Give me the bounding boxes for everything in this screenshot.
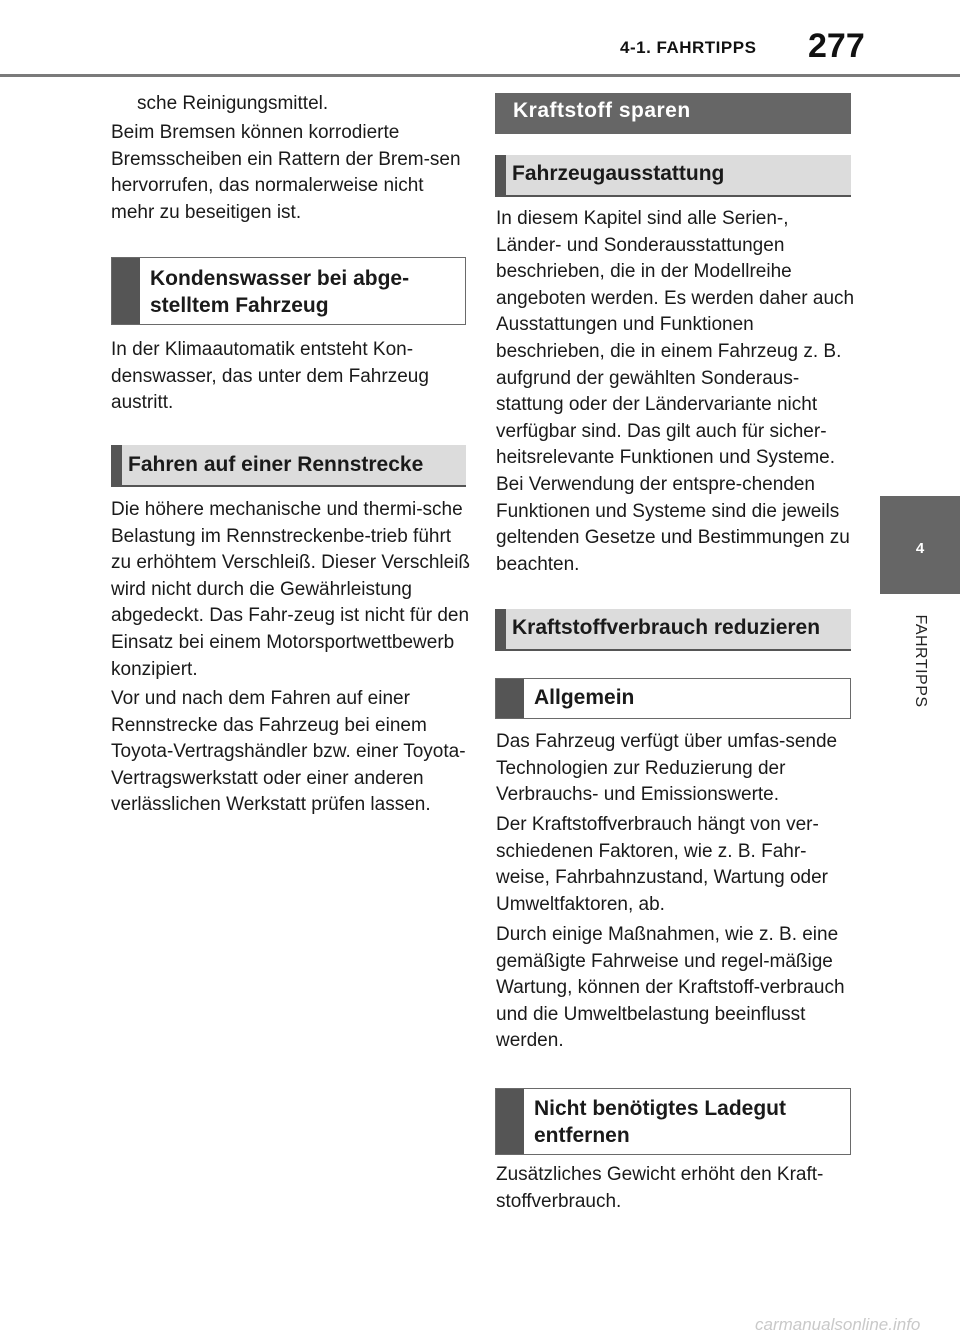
heading-general-text: Allgemein (534, 686, 635, 709)
heading-marker (496, 1089, 524, 1154)
paragraph-cargo: Zusätzliches Gewicht erhöht den Kraft-stoffverbrauch. (496, 1164, 824, 1212)
chapter-tab[interactable] (880, 496, 960, 594)
heading-cargo-line2: entfernen (534, 1124, 630, 1147)
heading-equipment (495, 155, 851, 197)
heading-cargo-line1: Nicht benötigtes Ladegut (534, 1097, 786, 1120)
heading-condensate (111, 257, 466, 325)
heading-cargo (495, 1088, 851, 1155)
heading-general (495, 678, 851, 719)
paragraph-racetrack-wear: Die höhere mechanische und thermi-sche Belastung im Rennstreckenbe-trieb führt zu erhöhtem Verschleiß. Dieser Verschleiß wird nicht durch die Gewährleistung abgedeckt. Das Fahr-zeug ist nicht für den Einsatz bei einem Motorsportwettbewerb konzipiert. (111, 499, 471, 680)
heading-marker (112, 258, 140, 324)
heading-marker (496, 679, 524, 718)
heading-condensate-line1: Kondenswasser bei abge- (150, 267, 410, 290)
paragraph-racetrack-inspection: Vor und nach dem Fahren auf einer Rennstrecke das Fahrzeug bei einem Toyota-Vertragshändler bzw. einer Toyota-Vertragswerkstatt oder einer anderen verlässlichen Werkstatt prüfen lassen. (111, 688, 466, 816)
chapter-title: 4-1. FAHRTIPPS (620, 38, 757, 57)
heading-racetrack (111, 445, 466, 487)
paragraph-condensate: In der Klimaautomatik entsteht Kon-denswasser, das unter dem Fahrzeug austritt. (111, 339, 429, 414)
heading-reduce-consumption (495, 609, 851, 651)
chapter-tab-label (906, 604, 934, 724)
heading-reduce-consumption-text: Kraftstoffverbrauch reduzieren (512, 616, 821, 639)
heading-marker (495, 155, 506, 195)
heading-equipment-text: Fahrzeugausstattung (512, 162, 725, 185)
watermark: carmanualsonline.info (755, 1315, 921, 1334)
header-divider (0, 74, 960, 77)
heading-marker (495, 609, 506, 649)
heading-condensate-line2: stelltem Fahrzeug (150, 294, 329, 317)
paragraph-equipment: In diesem Kapitel sind alle Serien-, Länder- und Sonderausstattungen beschrieben, die in der Modellreihe angeboten werden. Es werden daher auch Ausstattungen und Funktionen beschrieben, die in einem Fahrzeug z. B. aufgrund der gewählten Sonderaus-stattung oder der Ländervariante nicht verfügbar sind. Das gilt auch für sicher-heitsrelevante Funktionen und Systeme. Bei Verwendung der entspre-chenden Funktionen und Systeme sind die jeweils geltenden Gesetze und Bestimmungen zu beachten. (496, 208, 855, 575)
section-title-fuel-saving-text: Kraftstoff sparen (513, 99, 691, 122)
page-number: 277 (808, 27, 865, 65)
chapter-tab-number: 4 (915, 540, 925, 557)
paragraph-general-factors: Der Kraftstoffverbrauch hängt von ver-schiedenen Faktoren, wie z. B. Fahr-weise, Fahrbahnzustand, Wartung oder Umweltfaktoren, ab. (496, 814, 828, 915)
section-title-fuel-saving (495, 93, 851, 134)
paragraph-general-technology: Das Fahrzeug verfügt über umfas-sende Technologien zur Reduzierung der Verbrauchs- und Emissionswerte. (496, 731, 838, 806)
chapter-tab-label-text: FAHRTIPPS (912, 614, 929, 708)
paragraph-general-measures: Durch einige Maßnahmen, wie z. B. eine gemäßigte Fahrweise und regel-mäßige Wartung, können der Kraftstoff-verbrauch und die Umweltbelastung beeinflusst werden. (496, 924, 845, 1052)
heading-marker (111, 445, 122, 485)
heading-racetrack-text: Fahren auf einer Rennstrecke (128, 453, 424, 476)
paragraph-brakes: Beim Bremsen können korrodierte Bremsscheiben ein Rattern der Brem-sen hervorrufen, das normalerweise nicht mehr zu beseitigen ist. (111, 122, 461, 223)
paragraph-continued: sche Reinigungsmittel. (137, 93, 329, 114)
